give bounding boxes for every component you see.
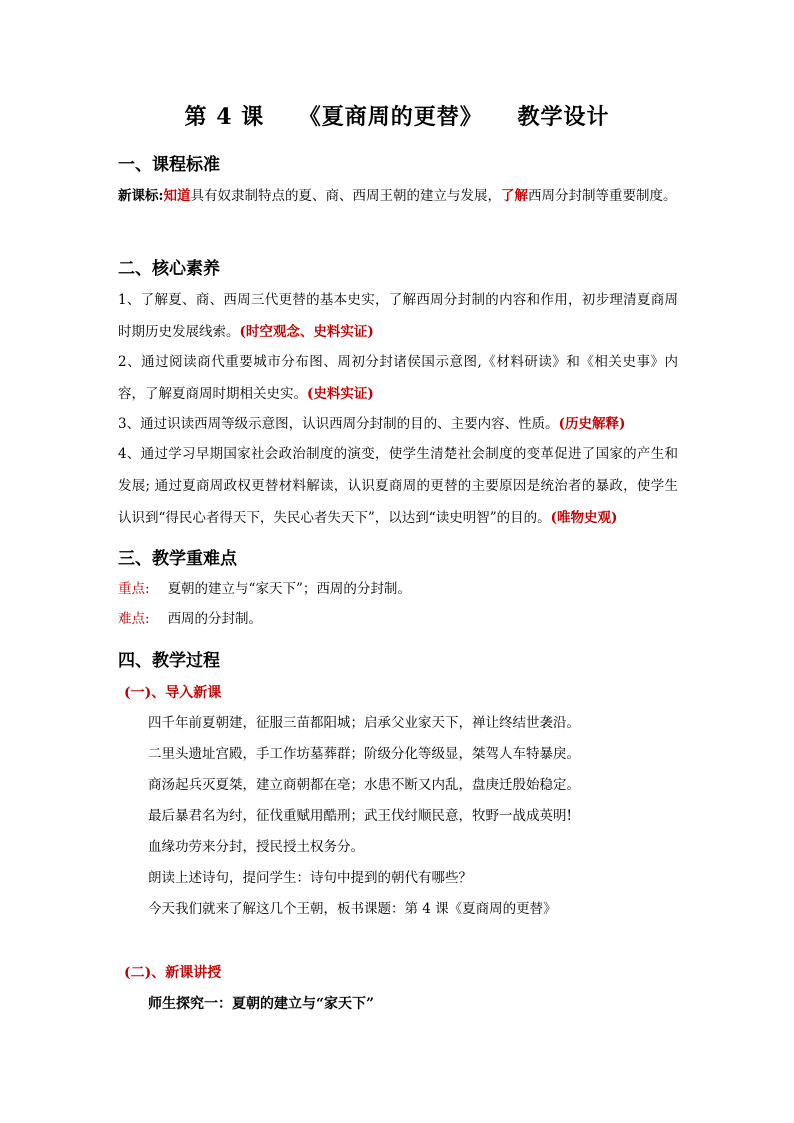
core-literacy-item-4-tag: (唯物史观): [550, 510, 618, 526]
keyword-understand: 了解: [500, 188, 528, 204]
difficult-point-label: 难点:: [118, 611, 150, 627]
section-heading-teaching-process: 四、教学过程: [118, 651, 220, 671]
core-literacy-item-3-tag: (历史解释): [558, 416, 626, 432]
key-point-row: [118, 578, 411, 600]
core-literacy-item-4-text: 4、通过学习早期国家社会政治制度的演变，使学生清楚社会制度的变革促进了国家的产生和发展; 通过夏商周政权更替材料解读，认识夏商周的更替的主要原因是统治者的暴政，使学生认识到“得民心者得天下，失民心者失天下”，以达到“读史明智”的目的。: [118, 446, 678, 526]
core-literacy-item-1-text: 1、了解夏、商、西周三代更替的基本史实，了解西周分封制的内容和作用，初步理清夏商周时期历史发展线索。: [118, 292, 678, 340]
section-heading-core-literacy: 二、核心素养: [118, 259, 220, 279]
key-point-label: 重点:: [118, 581, 150, 597]
section-heading-curriculum-standard: 一、课程标准: [118, 155, 220, 175]
lesson-intro: 今天我们就来了解这几个王朝，板书课题：第 4 课《夏商周的更替》: [148, 901, 557, 917]
core-literacy-item-4: [118, 438, 678, 534]
teacher-question: 朗读上述诗句，提问学生：诗句中提到的朝代有哪些？: [148, 870, 472, 886]
section-heading-key-difficult-points: 三、教学重难点: [118, 549, 237, 569]
poem-line-2: 二里头遗址宫殿，手工作坊墓葬群；阶级分化等级显，桀驾人车特暴戾。: [148, 746, 580, 762]
key-point-text: 夏朝的建立与“家天下”；西周的分封制。: [167, 581, 411, 597]
core-literacy-item-3-text: 3、通过识读西周等级示意图，认识西周分封制的目的、主要内容、性质。: [118, 416, 559, 432]
page-title: 第 4 课 《夏商周的更替》 教学设计: [184, 104, 610, 130]
core-literacy-item-1: [118, 284, 678, 348]
poem-line-1: 四千年前夏朝建，征服三苗都阳城；启承父业家天下，禅让终结世袭沿。: [148, 715, 580, 731]
core-literacy-item-1-tag: (时空观念、史料实证): [239, 324, 374, 340]
curriculum-standard-paragraph: [118, 180, 678, 212]
poem-line-4: 最后暴君名为纣，征伐重赋用酷刑；武王伐纣顺民意，牧野一战成英明!: [148, 808, 572, 824]
core-literacy-item-2-tag: (史料实证): [307, 386, 374, 402]
difficult-point-row: [118, 608, 262, 630]
standard-text-1: 具有奴隶制特点的夏、商、西周王朝的建立与发展，: [190, 188, 501, 204]
core-literacy-item-2-text: 2、通过阅读商代重要城市分布图、周初分封诸侯国示意图,《材料研读》和《相关史事》内容，了解夏商周时期相关史实。: [118, 354, 678, 402]
subsection-new-lesson: (二)、新课讲授: [124, 965, 222, 981]
difficult-point-text: 西周的分封制。: [167, 611, 263, 627]
core-literacy-item-3: [118, 408, 678, 440]
poem-line-5: 血缘功劳来分封，授民授土权务分。: [148, 839, 364, 855]
core-literacy-item-2: [118, 346, 678, 410]
new-standard-label: 新课标:: [118, 188, 164, 204]
subsection-lead-in: (一)、导入新课: [124, 685, 222, 701]
standard-text-2: 西周分封制等重要制度。: [527, 188, 677, 204]
inquiry-one-heading: 师生探究一：夏朝的建立与“家天下”: [148, 996, 375, 1012]
poem-line-3: 商汤起兵灭夏桀，建立商朝都在亳；水患不断又内乱，盘庚迁殷始稳定。: [148, 777, 580, 793]
keyword-know: 知道: [163, 188, 191, 204]
